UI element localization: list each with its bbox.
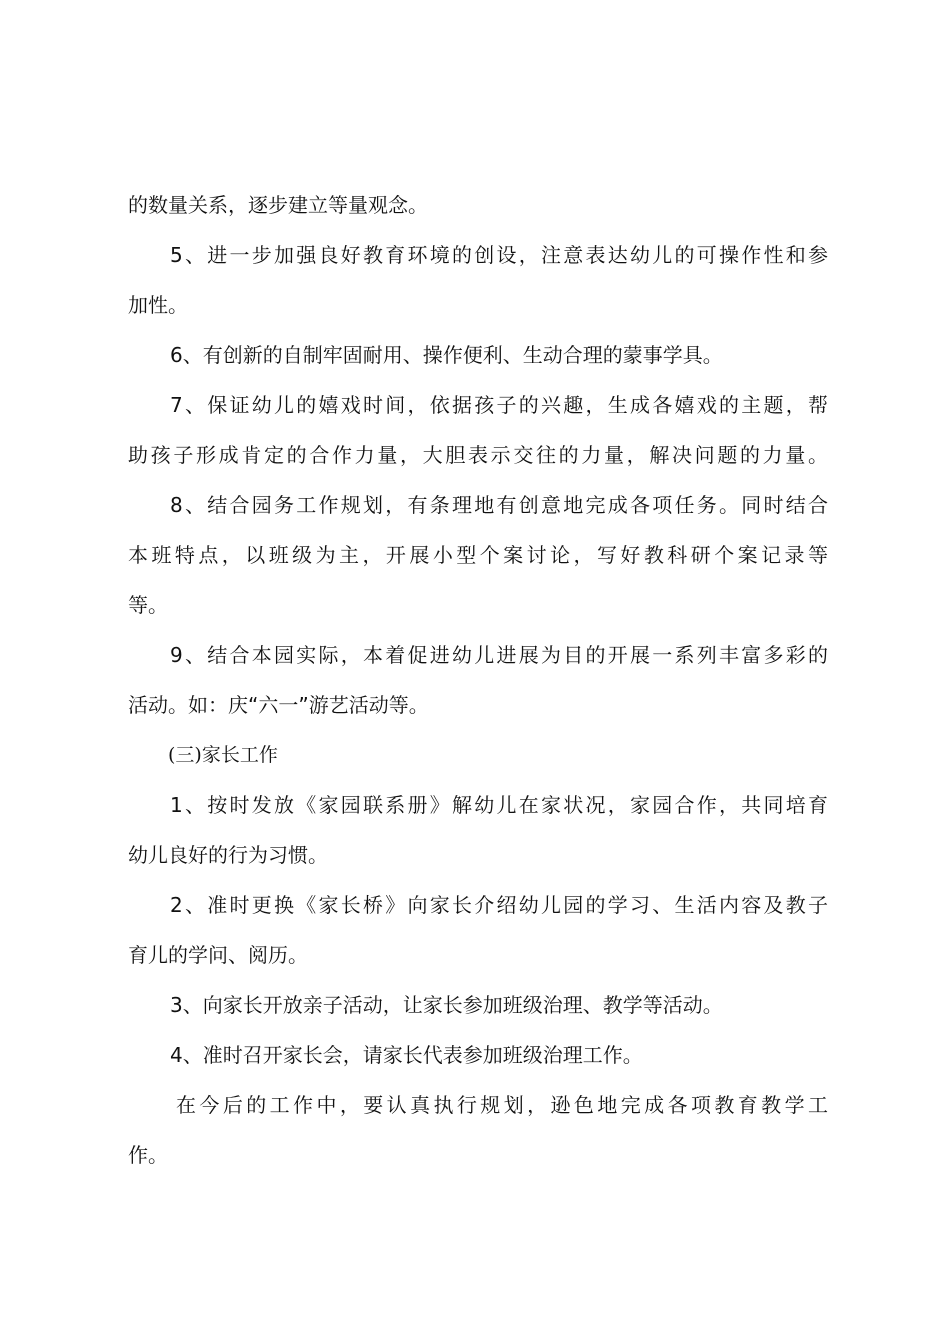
paragraph-line: 6、有创新的自制牢固耐用、操作便利、生动合理的蒙事学具。 [170,343,723,367]
paragraph-line: 2、准时更换《家长桥》向家长介绍幼儿园的学习、生活内容及教子 [170,893,828,917]
paragraph-line: 1、按时发放《家园联系册》解幼儿在家状况，家园合作，共同培育 [170,793,828,817]
paragraph-line: 作。 [128,1143,168,1167]
paragraph-line: 的数量关系，逐步建立等量观念。 [128,193,428,217]
section-heading: (三)家长工作 [168,744,278,766]
paragraph-line: 4、准时召开家长会，请家长代表参加班级治理工作。 [170,1043,643,1067]
paragraph-line: 3、向家长开放亲子活动，让家长参加班级治理、教学等活动。 [170,993,723,1017]
paragraph-line: 活动。如：庆“六一”游艺活动等。 [128,693,429,717]
paragraph-line: 等。 [128,593,168,617]
paragraph-line: 5、进一步加强良好教育环境的创设，注意表达幼儿的可操作性和参 [170,243,828,267]
paragraph-line: 9、结合本园实际，本着促进幼儿进展为目的开展一系列丰富多彩的 [170,643,828,667]
paragraph-line: 幼儿良好的行为习惯。 [128,843,328,867]
paragraph-line: 在今后的工作中，要认真执行规划，逊色地完成各项教育教学工 [176,1093,828,1117]
paragraph-line: 8、结合园务工作规划，有条理地有创意地完成各项任务。同时结合 [170,493,828,517]
paragraph-line: 助孩子形成肯定的合作力量，大胆表示交往的力量，解决问题的力量。 [128,443,828,467]
paragraph-line: 7、保证幼儿的嬉戏时间，依据孩子的兴趣，生成各嬉戏的主题，帮 [170,393,828,417]
paragraph-line: 本班特点，以班级为主，开展小型个案讨论，写好教科研个案记录等 [128,543,828,567]
paragraph-line: 加性。 [128,293,188,317]
paragraph-line: 育儿的学问、阅历。 [128,943,308,967]
